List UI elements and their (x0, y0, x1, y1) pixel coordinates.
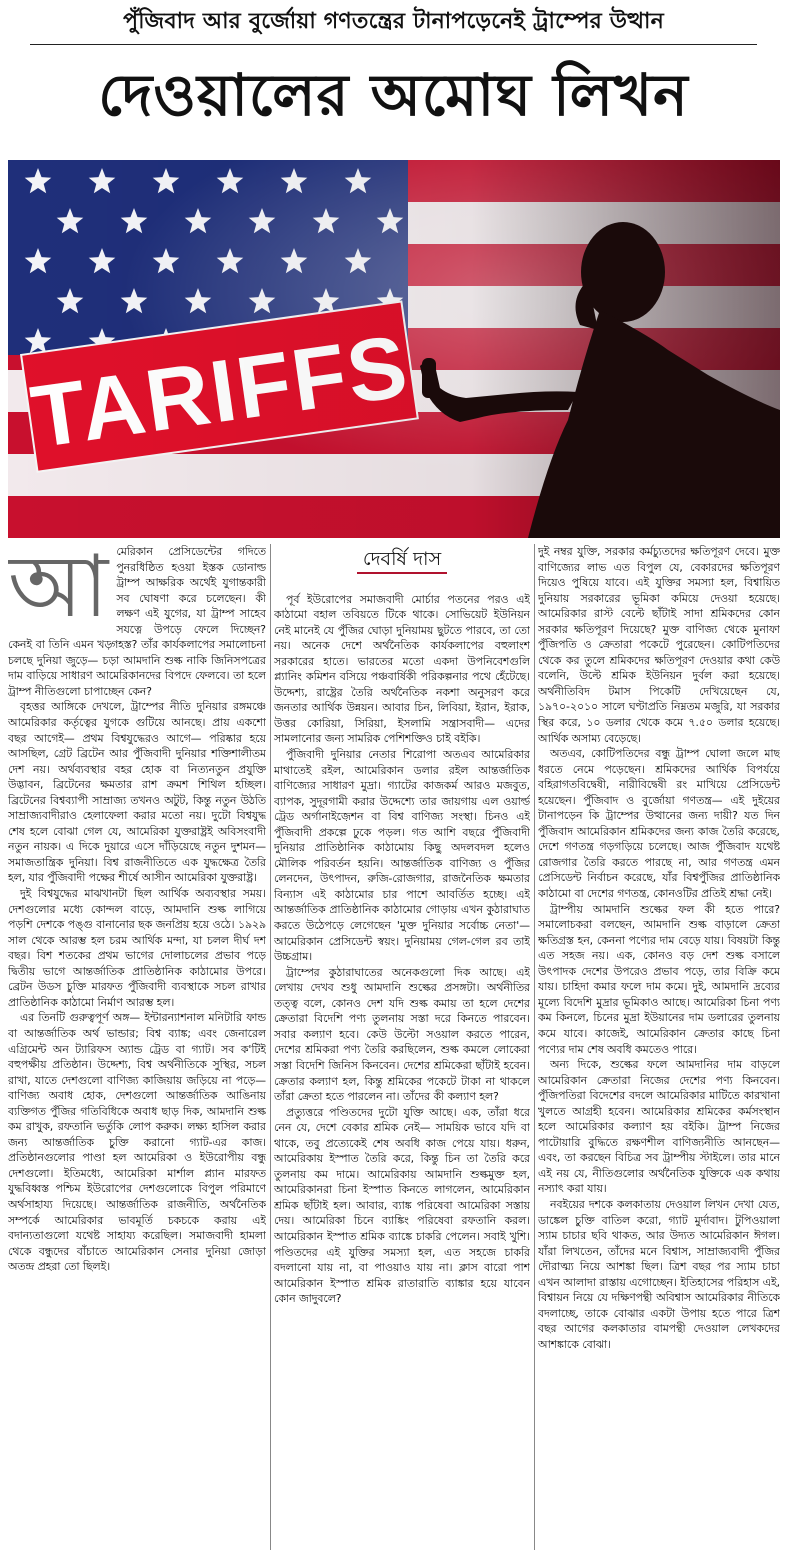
main-headline: দেওয়ালের অমোঘ লিখন (98, 61, 689, 129)
column-2-paragraph-2: পুঁজিবাদী দুনিয়ার নেতার শিরোপা অতএব আমেরিকার মাথাতেই রইল, আমেরিকান ডলার রইল আন্তর্জাতিক বাণিজ্যের সাধারণ মুদ্রা। গ্যাটের কাজকর্ম আরও মজবুত, ব্যাপক, সুদূরগামী করার উদ্দেশ্যে তার জায়গায় এল ওয়ার্ল্ড ট্রেড অর্গানাইজ়েশন বা বিশ্ব বাণিজ্য সংস্থা। চিনও এই পুঁজিবাদী প্রকল্পে ঢুকে পড়ল। গত আশি বছরে পুঁজিবাদী দুনিয়ার প্রাতিষ্ঠানিক কাঠামোয় কিছু অদলবদল হলেও মৌলিক পরিবর্তন হয়নি। আন্তর্জাতিক বাণিজ্য ও পুঁজির লেনদেন, উৎপাদন, রুজি-রোজগার, রাজনৈতিক ক্ষমতার বিন্যাস এই কাঠামোর চার পাশে আবর্তিত হচ্ছে। এই আন্তর্জাতিক প্রাতিষ্ঠানিক কাঠামোর গোড়ায় এখন কুঠারাঘাত করতে উঠেপড়ে লেগেছেন 'মুক্ত দুনিয়ার সর্বোচ্চ নেতা'— আমেরিকান প্রেসিডেন্ট স্বয়ং। দুনিয়াময় গেল-গেল রব তাই উচ্চগ্রাম। (274, 748, 530, 964)
byline-box (274, 548, 530, 574)
lead-photo (8, 160, 780, 538)
column-3-paragraph-3: ট্রাম্পীয় আমদানি শুল্কের ফল কী হতে পারে? সমালোচকরা বলছেন, আমদানি শুল্ক বাড়ালে ক্রেতা ক্ষতিগ্রস্ত হন, কেননা পণ্যের দাম বেড়ে যায়। বিষয়টা কিন্তু এত সহজ নয়। এক, কোনও বড় দেশ শুল্ক বসালে উৎপাদক দেশের উপরেও প্রভাব পড়ে, তার বিক্রি কমে যায়। চাহিদা কমার ফলে দাম কমে। দুই, আমদানি দ্রব্যের মূল্যে বিদেশি মুদ্রার ভূমিকাও আছে। আমেরিকা চিনা পণ্য কম কিনলে, চিনের মুদ্রা ইউয়ানের দাম ডলারের তুলনায় কমে যাবে। কাজেই, আমেরিকান ক্রেতার কাছে চিনা পণ্যের দাম শেষ অবধি কমতেও পারে। (538, 902, 780, 1056)
dropcap: আ (8, 544, 109, 637)
column-3-paragraph-5: নবইয়ের দশকে কলকাতায় দেওয়াল লিখন দেখা যেত, ডাঙ্কেল চুক্তি বাতিল করো, গ্যাট মুর্দাবাদ। টুপিওয়ালা স্যাম চাচার ছবি থাকত, আর উদ্যত আমেরিকান ঈগল। যাঁরা লিখতেন, তাঁদের মনে বিশ্বাস, সাম্রাজ্যবাদী পুঁজির দৌরাত্ম্য নিয়ে আশঙ্কা ছিল। ত্রিশ বছর পর স্যাম চাচা এখন আলাদা রাস্তায় এগোচ্ছেন। ইতিহাসের পরিহাস এই, বিশ্বায়ন নিয়ে যে দক্ষিণপন্থী অবিশ্বাস আমেরিকার নীতিকে বদলাচ্ছে, তাকে বোঝার একটা উপায় হতে পারে ত্রিশ বছর আগের কলকাতার বামপন্থী দেওয়াল লেখকদের আশঙ্কাকে বোঝা। (538, 1197, 780, 1351)
column-2-paragraph-1: পূর্ব ইউরোপের সমাজবাদী মোর্চার পতনের পরও এই কাঠামো বহাল তবিয়তে টিকে থাকে। সোভিয়েট ইউনিয়ন নেই মানেই যে পুঁজির ঘোড়া দুনিয়াময় ছুটতে পারবে, তা তো নয়। অনেক দেশে অর্থনৈতিক কার্যকলাপের বহুলাংশ সরকারের হাতে। ভারতের মতো একদা উপনিবেশগুলি প্ল্যানিং কমিশন বসিয়ে পঞ্চবার্ষিকী পরিকল্পনার পথে হেঁটেছে। উদ্দেশ্য, রাষ্ট্রের তৈরি অর্থনৈতিক নকশা অনুসরণ করে জনতার আর্থিক উন্নয়ন। আবার চিন, লিবিয়া, ইরান, ইরাক, উত্তর কোরিয়া, সিরিয়া, ইসলামি সন্ত্রাসবাদী— এদের সামলানোর জন্য সামরিক পেশিশক্তিও চাই বইকি। (274, 592, 530, 746)
column-3 (538, 544, 780, 1550)
column-2-paragraph-3: ট্রাম্পের কুঠারাঘাতের অনেকগুলো দিক আছে। এই লেখায় দেখব শুধু আমদানি শুল্কের প্রসঙ্গটা। অর্থনীতির তত্ত্ব বলে, কোনও দেশ যদি শুল্ক কমায় তা হলে দেশের ক্রেতারা বিদেশি পণ্য তুলনায় সস্তা দরে কিনতে পারবেন। সবার কল্যাণ হবে। কেউ উল্টো সওয়াল করতে পারেন, দেশের শ্রমিকরা পণ্য তৈরি করছিলেন, শুল্ক কমলে লোকেরা সস্তা বিদেশি জিনিস কিনবেন। দেশের শ্রমিকেরা ছাঁটাই হবেন। ক্রেতার কল্যাণ হল, কিন্তু শ্রমিকের পকেটে টাকা না থাকলে তাঁরা ক্রেতা হতে পারলেন না। তাঁদের কী কল্যাণ হল? (274, 965, 530, 1104)
column-divider (534, 544, 535, 1550)
column-1-paragraph-3: দুই বিশ্বযুদ্ধের মাঝখানটা ছিল আর্থিক অব্যবস্থার সময়। দেশগুলোর মধ্যে কোন্দল বাড়ে, আমদানি শুল্ক লাগিয়ে পড়শি দেশকে পঙ্গু বানানোর ছক জনপ্রিয় হয়ে ওঠে। ১৯২৯ সাল থেকে আরম্ভ হল চরম আর্থিক মন্দা, যা চলল দীর্ঘ দশ বছর। বিশ শতকের প্রথম ভাগের দোলাচলের প্রভাব পড়ে দ্বিতীয় ভাগে আন্তর্জাতিক প্রাতিষ্ঠানিক কাঠামোর উপরে। ব্রেটন উডস চুক্তি মারফত পুঁজিবাদী ব্যবস্থাকে সচল রাখার প্রাতিষ্ঠানিক কাঠামো নির্মাণ আরম্ভ হল। (8, 887, 266, 1009)
kicker-rule (30, 44, 757, 45)
column-3-paragraph-1: দুই নম্বর যুক্তি, সরকার কর্মচ্যুতদের ক্ষতিপূরণ দেবে। মুক্ত বাণিজ্যের লাভ এত বিপুল যে, বেকারদের ক্ষতিপূরণ দিয়েও পুষিয়ে যাবে। এই যুক্তির সমস্যা হল, বিশ্বায়িত দুনিয়ায় সরকারের ভূমিকা কমিয়ে দেওয়া হয়েছে। আমেরিকার রাস্ট বেল্টে ছাঁটাই সাদা শ্রমিকদের কোন সরকার ক্ষতিপূরণ দিয়েছে? মুক্ত বাণিজ্য থেকে মুনাফা পুঁজিপতি ও ক্রেতারা পকেটে পুরেছেন। কোটিপতিদের থেকে কর তুলে শ্রমিকদের ক্ষতিপূরণ দেওয়ার কথা কেউ বলেনি, উল্টে শ্রমিক ইউনিয়ন দুর্বল করা হয়েছে। অর্থনীতিবিদ টমাস পিকেটি দেখিয়েছেন যে, ১৯৭০-২০১০ সালে ঘণ্টাপ্রতি নিম্নতম মজুরি, যা সরকার স্থির করে, ১০ ডলার থেকে কমে ৭.৫০ ডলার হয়েছে। আর্থিক অসাম্য বেড়েছে। (538, 545, 780, 745)
column-3-paragraph-4: অন্য দিকে, শুল্কের ফলে আমদানির দাম বাড়লে আমেরিকান ক্রেতারা নিজের দেশের পণ্য কিনবেন। পুঁজিপতিরা বিদেশের বদলে আমেরিকার মাটিতে কারখানা খুলতে আগ্রহী হবেন। আমেরিকার শ্রমিকের কর্মসংস্থান হলে আমেরিকার কল্যাণ হয় বইকি। ট্রাম্প নিজের পাটোয়ারি বুদ্ধিতে রক্ষণশীল বাণিজ্যনীতি আনছেন— এবং, তা করছেন বিচিত্র সব ট্রাম্পীয় স্টাইলে। তার মানে এই নয় যে, নীতিগুলোর অর্থনৈতিক যুক্তিকে এক কথায় নস্যাৎ করা যায়। (538, 1058, 780, 1196)
byline: দেবর্ষি দাস (357, 552, 447, 574)
column-1-paragraph-2: বৃহত্তর আঙ্গিকে দেখলে, ট্রাম্পের নীতি দুনিয়ার রঙ্গমঞ্চে আমেরিকার কর্তৃত্বের যুগকে গুটিয়ে আনছে। প্রায় একশো বছর আগেই— প্রথম বিশ্বযুদ্ধেরও আগে— পরিষ্কার হয়ে আসছিল, গ্রেট ব্রিটেন আর পুঁজিবাদী দুনিয়ার শক্তিশালীতম দেশ নয়। অর্থব্যবস্থার বহর হোক বা নিত্যনতুন প্রযুক্তি উদ্ভাবন, ব্রিটেনের ক্ষমতার রাশ ক্রমশ শিথিল হচ্ছিল। ব্রিটেনের বিশ্বব্যাপী সাম্রাজ্য তখনও অটুট, কিন্তু নতুন উঠতি সাম্রাজ্যবাদীরাও হেলাফেলা করার মতো নয়। দুটো বিশ্বযুদ্ধ শেষ হলে বোঝা গেল যে, আমেরিকা যুক্তরাষ্ট্রই অবিসংবাদী নতুন নায়ক। এ দিকে দুয়ারে এসে দাঁড়িয়েছে নতুন দুশমন— সমাজতান্ত্রিক দুনিয়া। বিশ্ব রাজনীতিতে এক যুদ্ধক্ষেত্র তৈরি হল, যার পুঁজিবাদী পক্ষের শীর্ষে আসীন আমেরিকা যুক্তরাষ্ট্র। (8, 700, 266, 885)
kicker-headline: পুঁজিবাদ আর বুর্জোয়া গণতন্ত্রের টানাপড়েনেই ট্রাম্পের উত্থান (123, 9, 664, 34)
column-1-paragraph-1: আমেরিকান প্রেসিডেন্টের গদিতে পুনরধিষ্ঠিত হওয়া ইস্তক ডোনাল্ড ট্রাম্প আক্ষরিক অর্থেই যুগান্তকারী সব ঘোষণা করে চলেছেন। কী লক্ষণ এই যুগের, যা ট্রাম্প সাহেব সযত্নে উপড়ে ফেলে দিচ্ছেন? কেনই বা তিনি এমন খড়্গহস্ত? তাঁর কার্যকলাপের সমালোচনা চলছে দুনিয়া জুড়ে— চড়া আমদানি শুল্ক নাকি জিনিসপত্রের দাম বাড়িয়ে সাধারণ আমেরিকানদের বিপদে ফেলবে। তা হলে ট্রাম্প নীতিগুলো চাপাচ্ছেন কেন? (8, 544, 266, 698)
column-1-paragraph-4: এর তিনটি গুরুত্বপূর্ণ অঙ্গ— ইন্টারন্যাশনাল মনিটারি ফান্ড বা আন্তর্জাতিক অর্থ ভান্ডার; বিশ্ব ব্যাঙ্ক; এবং জেনারেল এগ্রিমেন্ট অন ট্যারিফস অ্যান্ড ট্রেড বা গ্যাট। সব ক'টিই বহুপক্ষীয় প্রতিষ্ঠান। উদ্দেশ্য, বিশ্ব অর্থনীতিকে সুস্থির, সচল রাখা, যাতে দেশগুলো বাণিজ্য কাজিয়ায় জড়িয়ে না পড়ে— বাণিজ্য অবাধ হোক, দেশগুলো আন্তর্জাতিক আঙিনায় ব্যক্তিগত পুঁজির গতিবিধিকে অবাধ ছাড় দিক, আমদানি শুল্ক কম রাখুক, রফতানি ভর্তুকি লোপ করুক। লক্ষ্য হাসিল করার জন্য আন্তর্জাতিক চুক্তি করানো গ্যাট-এর কাজ। প্রতিষ্ঠানগুলোর পাণ্ডা হল আমেরিকা ও ইউরোপীয় বন্ধু দেশগুলো। ইতিমধ্যে, আমেরিকা মার্শাল প্ল্যান মারফত যুদ্ধবিধ্বস্ত পশ্চিম ইউরোপের দেশগুলোকে বিপুল পরিমাণে অর্থসাহায্য দিয়েছে। আন্তর্জাতিক রাজনীতি, অর্থনৈতিক সম্পর্কে আমেরিকার ভাবমূর্তি চকচকে করায় এই বদান্যতাগুলো যথেষ্ট সাহায্য করেছিল। সমাজবাদী হামলা থেকে বন্ধুদের বাঁচাতে আমেরিকান সেনার দুনিয়া জোড়া অতন্দ্র প্রহরা তো ছিলই। (8, 1011, 266, 1274)
column-divider (270, 544, 271, 1550)
column-2-paragraph-4: প্রত্যুত্তরে পণ্ডিতদের দুটো যুক্তি আছে। এক, তাঁরা ধরে নেন যে, দেশে বেকার শ্রমিক নেই— সাময়িক ভাবে যদি বা থাকে, তবু প্রত্যেকেই শেষ অবধি কাজ পেয়ে যায়। ধরুন, আমেরিকায় ইস্পাত তৈরি করে, কিন্তু চিন তা তৈরি করে তুলনায় কম দামে। আমেরিকায় আমদানি শুল্কমুক্ত হল, আমেরিকানরা চিনা ইস্পাত কিনতে লাগলেন, আমেরিকান শ্রমিক ছাঁটাই হল। আবার, ব্যাঙ্ক পরিষেবা আমেরিকা সস্তায় দেয়। আমেরিকা চিনে ব্যাঙ্কিং পরিষেবা রফতানি করল। আমেরিকান ইস্পাত শ্রমিক ব্যাঙ্কে চাকরি পেলেন। সবাই খুশি। পণ্ডিতদের এই যুক্তির সমস্যা হল, এত সহজে চাকরি বদলানো যায় না, বা পাওয়াও যায় না। ক্লাস বারো পাশ আমেরিকান ইস্পাত শ্রমিক রাতারাতি ব্যাঙ্কার হয়ে যাবেন কোন জাদুবলে? (274, 1105, 530, 1306)
column-1 (8, 544, 266, 1550)
column-2 (274, 544, 530, 1550)
column-3-paragraph-2: অতএব, কোটিপতিদের বন্ধু ট্রাম্প ঘোলা জলে মাছ ধরতে নেমে পড়েছেন। শ্রমিকদের আর্থিক বিপর্যয়ে বহিরাগতবিদ্বেষী, নারীবিদ্বেষী রং মাখিয়ে প্রেসিডেন্ট হয়েছেন। পুঁজিবাদ ও বুর্জোয়া গণতন্ত্র— এই দুইয়ের টানাপড়েন কি ট্রাম্পের উত্থানের জন্য দায়ী? যত দিন পুঁজিবাদ আমেরিকান শ্রমিকদের জন্য কাজ তৈরি করেছে, দেশে গণতন্ত্র গড়গড়িয়ে চলেছে। আজ পুঁজিবাদ যথেষ্ট রোজগার তৈরি করতে পারছে না, আর গণতন্ত্র এমন প্রেসিডেন্ট নির্বাচন করেছে, যাঁর বিশ্বপুঁজির প্রাতিষ্ঠানিক কাঠামো বা দেশের গণতন্ত্র, কোনওটির প্রতিই শ্রদ্ধা নেই। (538, 747, 780, 901)
